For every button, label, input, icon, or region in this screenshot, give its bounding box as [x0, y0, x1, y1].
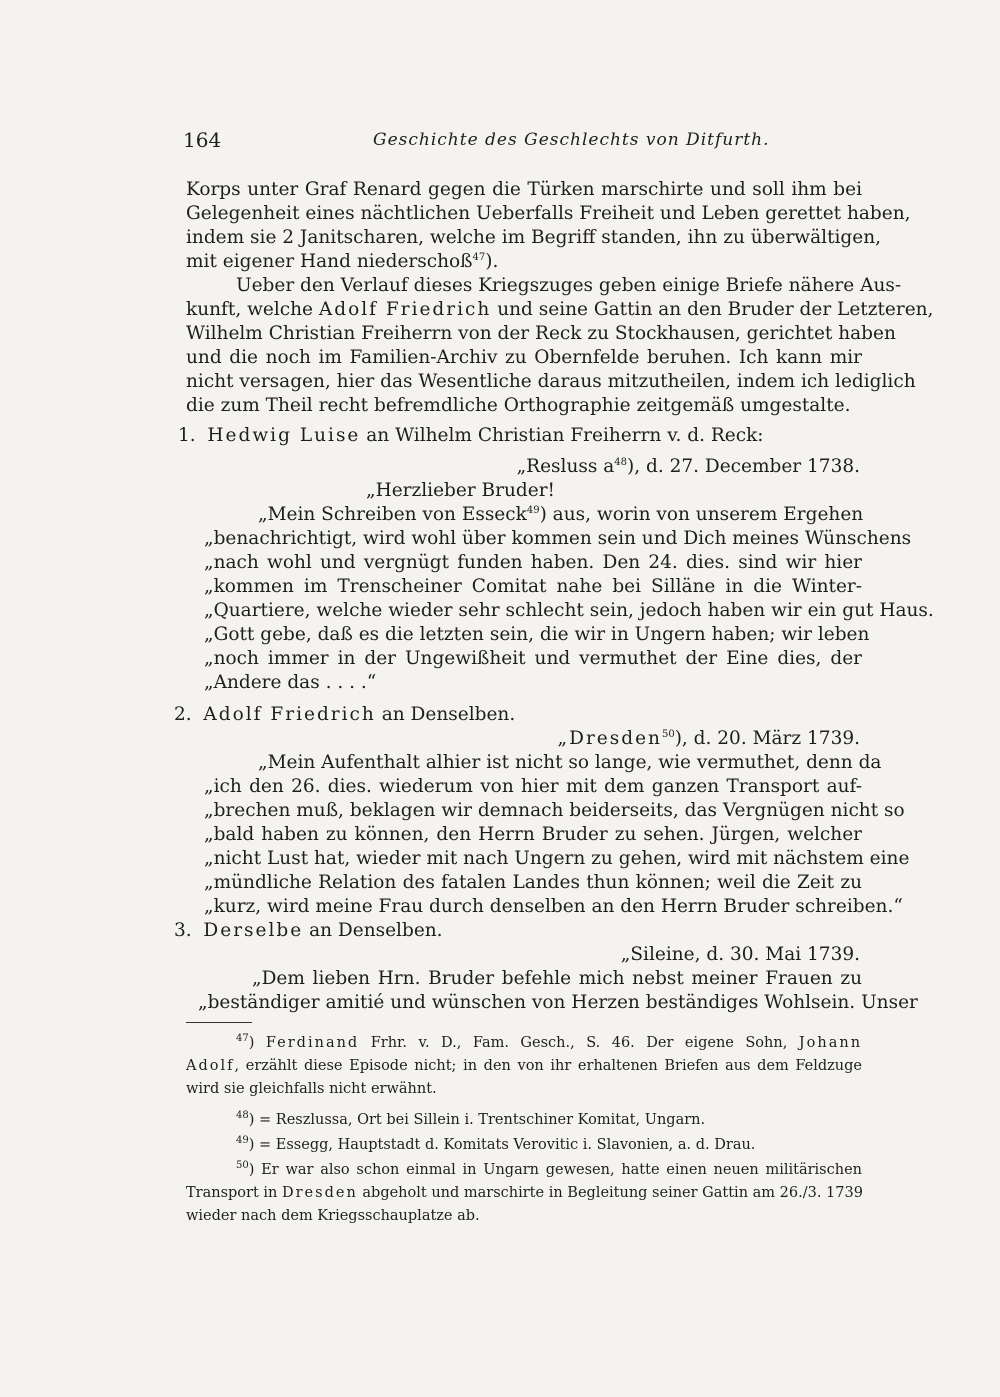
person-name: Hedwig Luise	[207, 425, 361, 446]
letter-number: 1.	[178, 425, 196, 446]
text-line: Ueber den Verlauf dieses Kriegszuges geben einige Briefe nähere Aus-	[236, 275, 902, 296]
letter-place-date: „Sileine, d. 30. Mai 1739.	[620, 944, 860, 965]
footnote-ref: 48	[614, 456, 627, 468]
footnote-ref: 47	[472, 251, 486, 263]
text-span: „Mein Schreiben von Esseck	[258, 504, 527, 525]
person-name: Ferdinand	[265, 1035, 360, 1051]
text-span: ), d. 20. März 1739.	[674, 728, 860, 749]
footnote-47-line	[186, 1056, 862, 1076]
letter-heading	[178, 424, 764, 448]
footnote-number: 50	[236, 1160, 249, 1172]
footnote-number: 47	[236, 1033, 249, 1045]
text-span: = Reszlussa, Ort bei Sillein i. Trentschiner Komitat, Ungarn.	[259, 1112, 706, 1128]
text-span: kunft, welche	[186, 299, 314, 320]
text-line: indem sie 2 Janitscharen, welche im Begriff standen, ihn zu überwältigen,	[186, 227, 882, 248]
text-line: nicht versagen, hier das Wesentliche daraus mitzutheilen, indem ich lediglich	[186, 371, 916, 392]
text-line: „kommen im Trenscheiner Comitat nahe bei Silläne in die Winter-	[204, 576, 862, 597]
page-number: 164	[183, 128, 222, 152]
text-line: „Mein Aufenthalt alhier ist nicht so lange, wie vermuthet, denn da	[258, 752, 882, 773]
letter-heading	[174, 919, 443, 943]
text-line: „beständiger amitié und wünschen von Herzen beständiges Wohlsein. Unser	[198, 992, 918, 1013]
footnote-48	[236, 1110, 705, 1130]
text-line	[186, 250, 498, 274]
footnote-49	[236, 1135, 755, 1155]
text-line: Wilhelm Christian Freiherrn von der Reck zu Stockhausen, gerichtet haben	[186, 323, 896, 344]
footnote-divider	[186, 1022, 252, 1023]
person-name: Adolf Friedrich	[203, 704, 376, 725]
text-span: ), d. 27. December 1738.	[627, 456, 860, 477]
footnote-47	[236, 1033, 862, 1053]
letter-salutation: „Herzlieber Bruder!	[366, 480, 555, 501]
text-line: „bald haben zu können, den Herrn Bruder zu sehen. Jürgen, welcher	[204, 824, 862, 845]
footnote-ref: 49	[526, 504, 540, 516]
footnote-ref: 50	[661, 728, 675, 740]
footnote-number: 49	[236, 1135, 249, 1147]
text-line	[258, 503, 862, 527]
text-line: „mündliche Relation des fatalen Landes thun können; weil die Zeit zu	[204, 872, 862, 893]
text-line: „ich den 26. dies. wiederum von hier mit dem ganzen Transport auf-	[204, 776, 862, 797]
text-span: )	[248, 1035, 255, 1051]
text-line: Gelegenheit eines nächtlichen Ueberfalls Freiheit und Leben gerettet haben,	[186, 203, 911, 224]
text-span: Frhr. v. D., Fam. Gesch., S. 46. Der eigene Sohn,	[370, 1035, 788, 1051]
text-span: Transport in	[186, 1185, 278, 1201]
footnote-50	[236, 1160, 862, 1180]
text-line: „noch immer in der Ungewißheit und vermuthet der Eine dies, der	[204, 648, 862, 669]
text-span: ).	[485, 251, 499, 272]
text-line	[186, 298, 934, 322]
text-span: mit eigener Hand niederschoß	[186, 251, 473, 272]
text-span: „Dresden	[557, 728, 662, 749]
text-span: abgeholt und marschirte in Begleitung seiner Gattin am 26./3. 1739	[362, 1185, 863, 1201]
text-span: )	[248, 1112, 255, 1128]
text-line: „kurz, wird meine Frau durch denselben an den Herrn Bruder schreiben.“	[204, 896, 903, 917]
text-line: die zum Theil recht befremdliche Orthographie zeitgemäß umgestalte.	[186, 395, 851, 416]
text-span: )	[248, 1162, 255, 1178]
letter-number: 2.	[174, 704, 192, 725]
footnote-47-line: wird sie gleichfalls nicht erwähnt.	[186, 1081, 437, 1097]
text-line: „Gott gebe, daß es die letzten sein, die wir in Ungern haben; wir leben	[204, 624, 870, 645]
text-line: „Dem lieben Hrn. Bruder befehle mich nebst meiner Frauen zu	[252, 968, 862, 989]
letter-place-date	[517, 455, 860, 479]
person-name: Derselbe	[203, 920, 304, 941]
person-name: Adolf Friedrich	[318, 299, 492, 320]
place-name: Dresden	[282, 1185, 358, 1201]
text-span: an Denselben.	[309, 920, 443, 941]
text-line: „Quartiere, welche wieder sehr schlecht sein, jedoch haben wir ein gut Haus.	[204, 600, 934, 621]
text-span: ) aus, worin von unserem Ergehen	[539, 504, 864, 525]
footnote-number: 48	[236, 1110, 249, 1122]
text-line: „Andere das . . . .“	[204, 672, 377, 693]
text-span: , erzählt diese Episode nicht; in den von ihr erhaltenen Briefen aus dem Feldzuge	[234, 1058, 862, 1074]
running-title: Geschichte des Geschlechts von Ditfurth.	[373, 130, 770, 150]
footnote-50-line	[186, 1183, 862, 1203]
text-line: Korps unter Graf Renard gegen die Türken marschirte und soll ihm bei	[186, 179, 862, 200]
text-line: „nicht Lust hat, wieder mit nach Ungern zu gehen, wird mit nächstem eine	[204, 848, 910, 869]
text-span: = Essegg, Hauptstadt d. Komitats Verovitic i. Slavonien, a. d. Drau.	[259, 1137, 756, 1153]
page-header	[183, 128, 863, 158]
text-span: )	[248, 1137, 255, 1153]
text-span: und seine Gattin an den Bruder der Letzteren,	[497, 299, 934, 320]
footnote-50-line: wieder nach dem Kriegsschauplatze ab.	[186, 1208, 480, 1224]
text-span: an Denselben.	[381, 704, 516, 725]
text-span: Er war also schon einmal in Ungarn gewesen, hatte einen neuen militärischen	[261, 1162, 863, 1178]
text-line: und die noch im Familien-Archiv zu Obernfelde beruhen. Ich kann mir	[186, 347, 862, 368]
letter-number: 3.	[174, 920, 192, 941]
letter-place-date	[558, 727, 860, 751]
text-span: „Resluss a	[516, 456, 615, 477]
text-span: an Wilhelm Christian Freiherrn v. d. Reck:	[366, 425, 764, 446]
text-line: „benachrichtigt, wird wohl über kommen sein und Dich meines Wünschens	[204, 528, 912, 549]
text-line: „brechen muß, beklagen wir demnach beiderseits, das Vergnügen nicht so	[204, 800, 905, 821]
person-name: Johann	[798, 1035, 863, 1051]
text-line: „nach wohl und vergnügt funden haben. Den 24. dies. sind wir hier	[204, 552, 862, 573]
person-name: Adolf	[186, 1058, 235, 1074]
letter-heading	[174, 703, 515, 727]
